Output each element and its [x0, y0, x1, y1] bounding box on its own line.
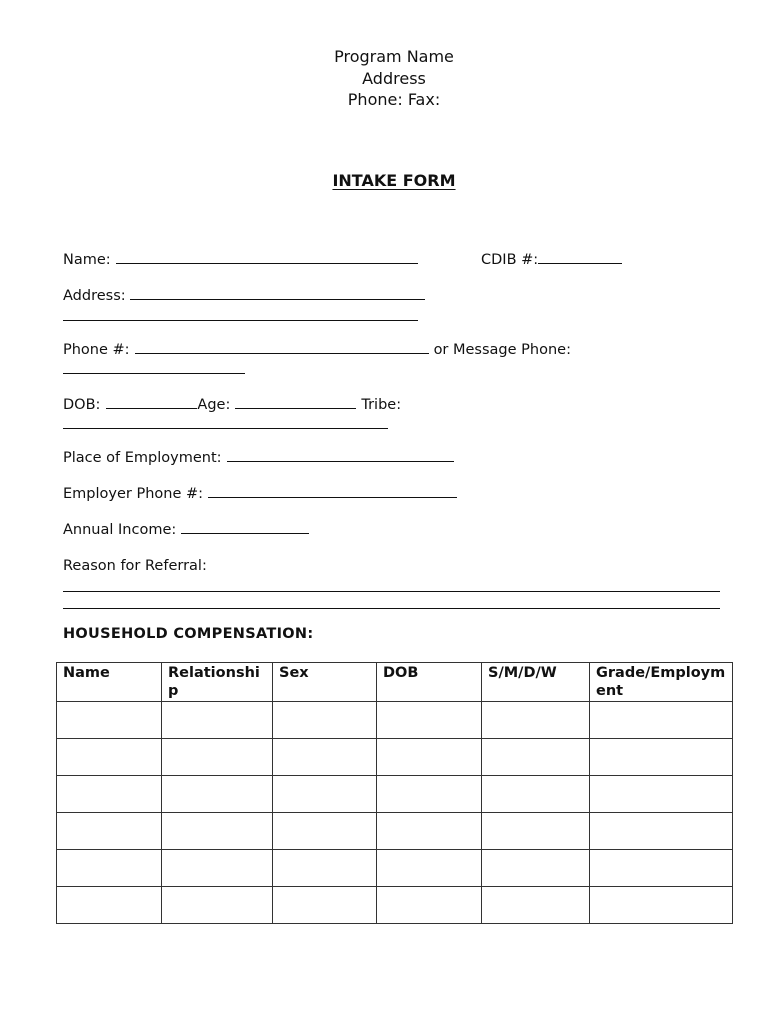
- table-cell[interactable]: [482, 776, 590, 813]
- program-name: Program Name: [334, 47, 454, 66]
- phone-row: [63, 338, 571, 358]
- name-row: [63, 248, 418, 268]
- referral-row: [63, 554, 207, 574]
- table-row: [57, 739, 733, 776]
- table-cell[interactable]: [590, 850, 733, 887]
- tribe-field[interactable]: [63, 428, 388, 429]
- table-cell[interactable]: [57, 887, 162, 924]
- table-cell[interactable]: [273, 776, 377, 813]
- table-cell[interactable]: [162, 850, 273, 887]
- dob-field[interactable]: [106, 408, 197, 409]
- table-cell[interactable]: [273, 739, 377, 776]
- employer-phone-field[interactable]: [208, 497, 457, 498]
- table-cell[interactable]: [273, 850, 377, 887]
- table-cell[interactable]: [162, 776, 273, 813]
- table-cell[interactable]: [590, 702, 733, 739]
- column-header-dob: DOB: [377, 663, 482, 702]
- table-row: [57, 702, 733, 739]
- table-cell[interactable]: [482, 850, 590, 887]
- tribe-label: Tribe:: [361, 397, 402, 413]
- table-cell[interactable]: [482, 887, 590, 924]
- employer-phone-label: Employer Phone #:: [63, 486, 204, 502]
- age-field[interactable]: [235, 408, 356, 409]
- table-row: [57, 887, 733, 924]
- phone-field[interactable]: [135, 353, 429, 354]
- referral-line-1[interactable]: [63, 591, 720, 592]
- table-row: [57, 813, 733, 850]
- form-title-text: INTAKE FORM: [332, 171, 456, 190]
- table-row: [57, 850, 733, 887]
- column-header-sex: Sex: [273, 663, 377, 702]
- table-cell[interactable]: [162, 887, 273, 924]
- table-cell[interactable]: [590, 813, 733, 850]
- address-label: Address:: [63, 288, 126, 304]
- table-cell[interactable]: [377, 739, 482, 776]
- column-header-name: Name: [57, 663, 162, 702]
- table-cell[interactable]: [377, 813, 482, 850]
- place-of-employment-label: Place of Employment:: [63, 450, 222, 466]
- address-row: [63, 284, 425, 304]
- column-header-grade-employment: Grade/Employment: [590, 663, 733, 702]
- employment-row: [63, 446, 454, 466]
- table-cell[interactable]: [273, 702, 377, 739]
- table-cell[interactable]: [273, 813, 377, 850]
- table-cell[interactable]: [162, 702, 273, 739]
- table-row: [57, 776, 733, 813]
- address-field[interactable]: [130, 299, 425, 300]
- table-cell[interactable]: [590, 739, 733, 776]
- place-of-employment-field[interactable]: [227, 461, 454, 462]
- table-cell[interactable]: [162, 739, 273, 776]
- table-cell[interactable]: [57, 776, 162, 813]
- cdib-row: [481, 248, 622, 268]
- annual-income-row: [63, 518, 309, 538]
- message-phone-field[interactable]: [63, 373, 245, 374]
- table-cell[interactable]: [590, 776, 733, 813]
- table-cell[interactable]: [57, 702, 162, 739]
- cdib-label: CDIB #:: [481, 252, 539, 268]
- table-cell[interactable]: [377, 702, 482, 739]
- table-cell[interactable]: [590, 887, 733, 924]
- table-cell[interactable]: [377, 887, 482, 924]
- table-cell[interactable]: [482, 739, 590, 776]
- household-table: [56, 662, 733, 924]
- program-phone-fax: Phone: Fax:: [347, 90, 441, 109]
- name-field[interactable]: [116, 263, 418, 264]
- column-header-marital-status: S/M/D/W: [482, 663, 590, 702]
- table-cell[interactable]: [57, 850, 162, 887]
- message-phone-label: or Message Phone:: [433, 342, 571, 358]
- table-cell[interactable]: [57, 813, 162, 850]
- phone-label: Phone #:: [63, 342, 130, 358]
- table-cell[interactable]: [162, 813, 273, 850]
- dob-label: DOB:: [63, 397, 101, 413]
- annual-income-field[interactable]: [181, 533, 309, 534]
- age-label: Age:: [197, 397, 231, 413]
- program-address: Address: [362, 68, 426, 88]
- column-header-relationship: Relationship: [162, 663, 273, 702]
- referral-line-2[interactable]: [63, 608, 720, 609]
- dob-row: [63, 393, 401, 413]
- table-cell[interactable]: [57, 739, 162, 776]
- reason-for-referral-label: Reason for Referral:: [63, 558, 207, 574]
- table-cell[interactable]: [482, 813, 590, 850]
- address-field-line-2[interactable]: [63, 320, 418, 321]
- employer-phone-row: [63, 482, 457, 502]
- table-cell[interactable]: [377, 776, 482, 813]
- annual-income-label: Annual Income:: [63, 522, 177, 538]
- cdib-field[interactable]: [538, 263, 622, 264]
- program-header: [0, 46, 770, 111]
- household-section-title: HOUSEHOLD COMPENSATION:: [63, 626, 314, 642]
- table-cell[interactable]: [482, 702, 590, 739]
- form-title: [0, 171, 770, 190]
- table-cell[interactable]: [273, 887, 377, 924]
- household-header-row: [57, 663, 733, 702]
- table-cell[interactable]: [377, 850, 482, 887]
- name-label: Name:: [63, 252, 111, 268]
